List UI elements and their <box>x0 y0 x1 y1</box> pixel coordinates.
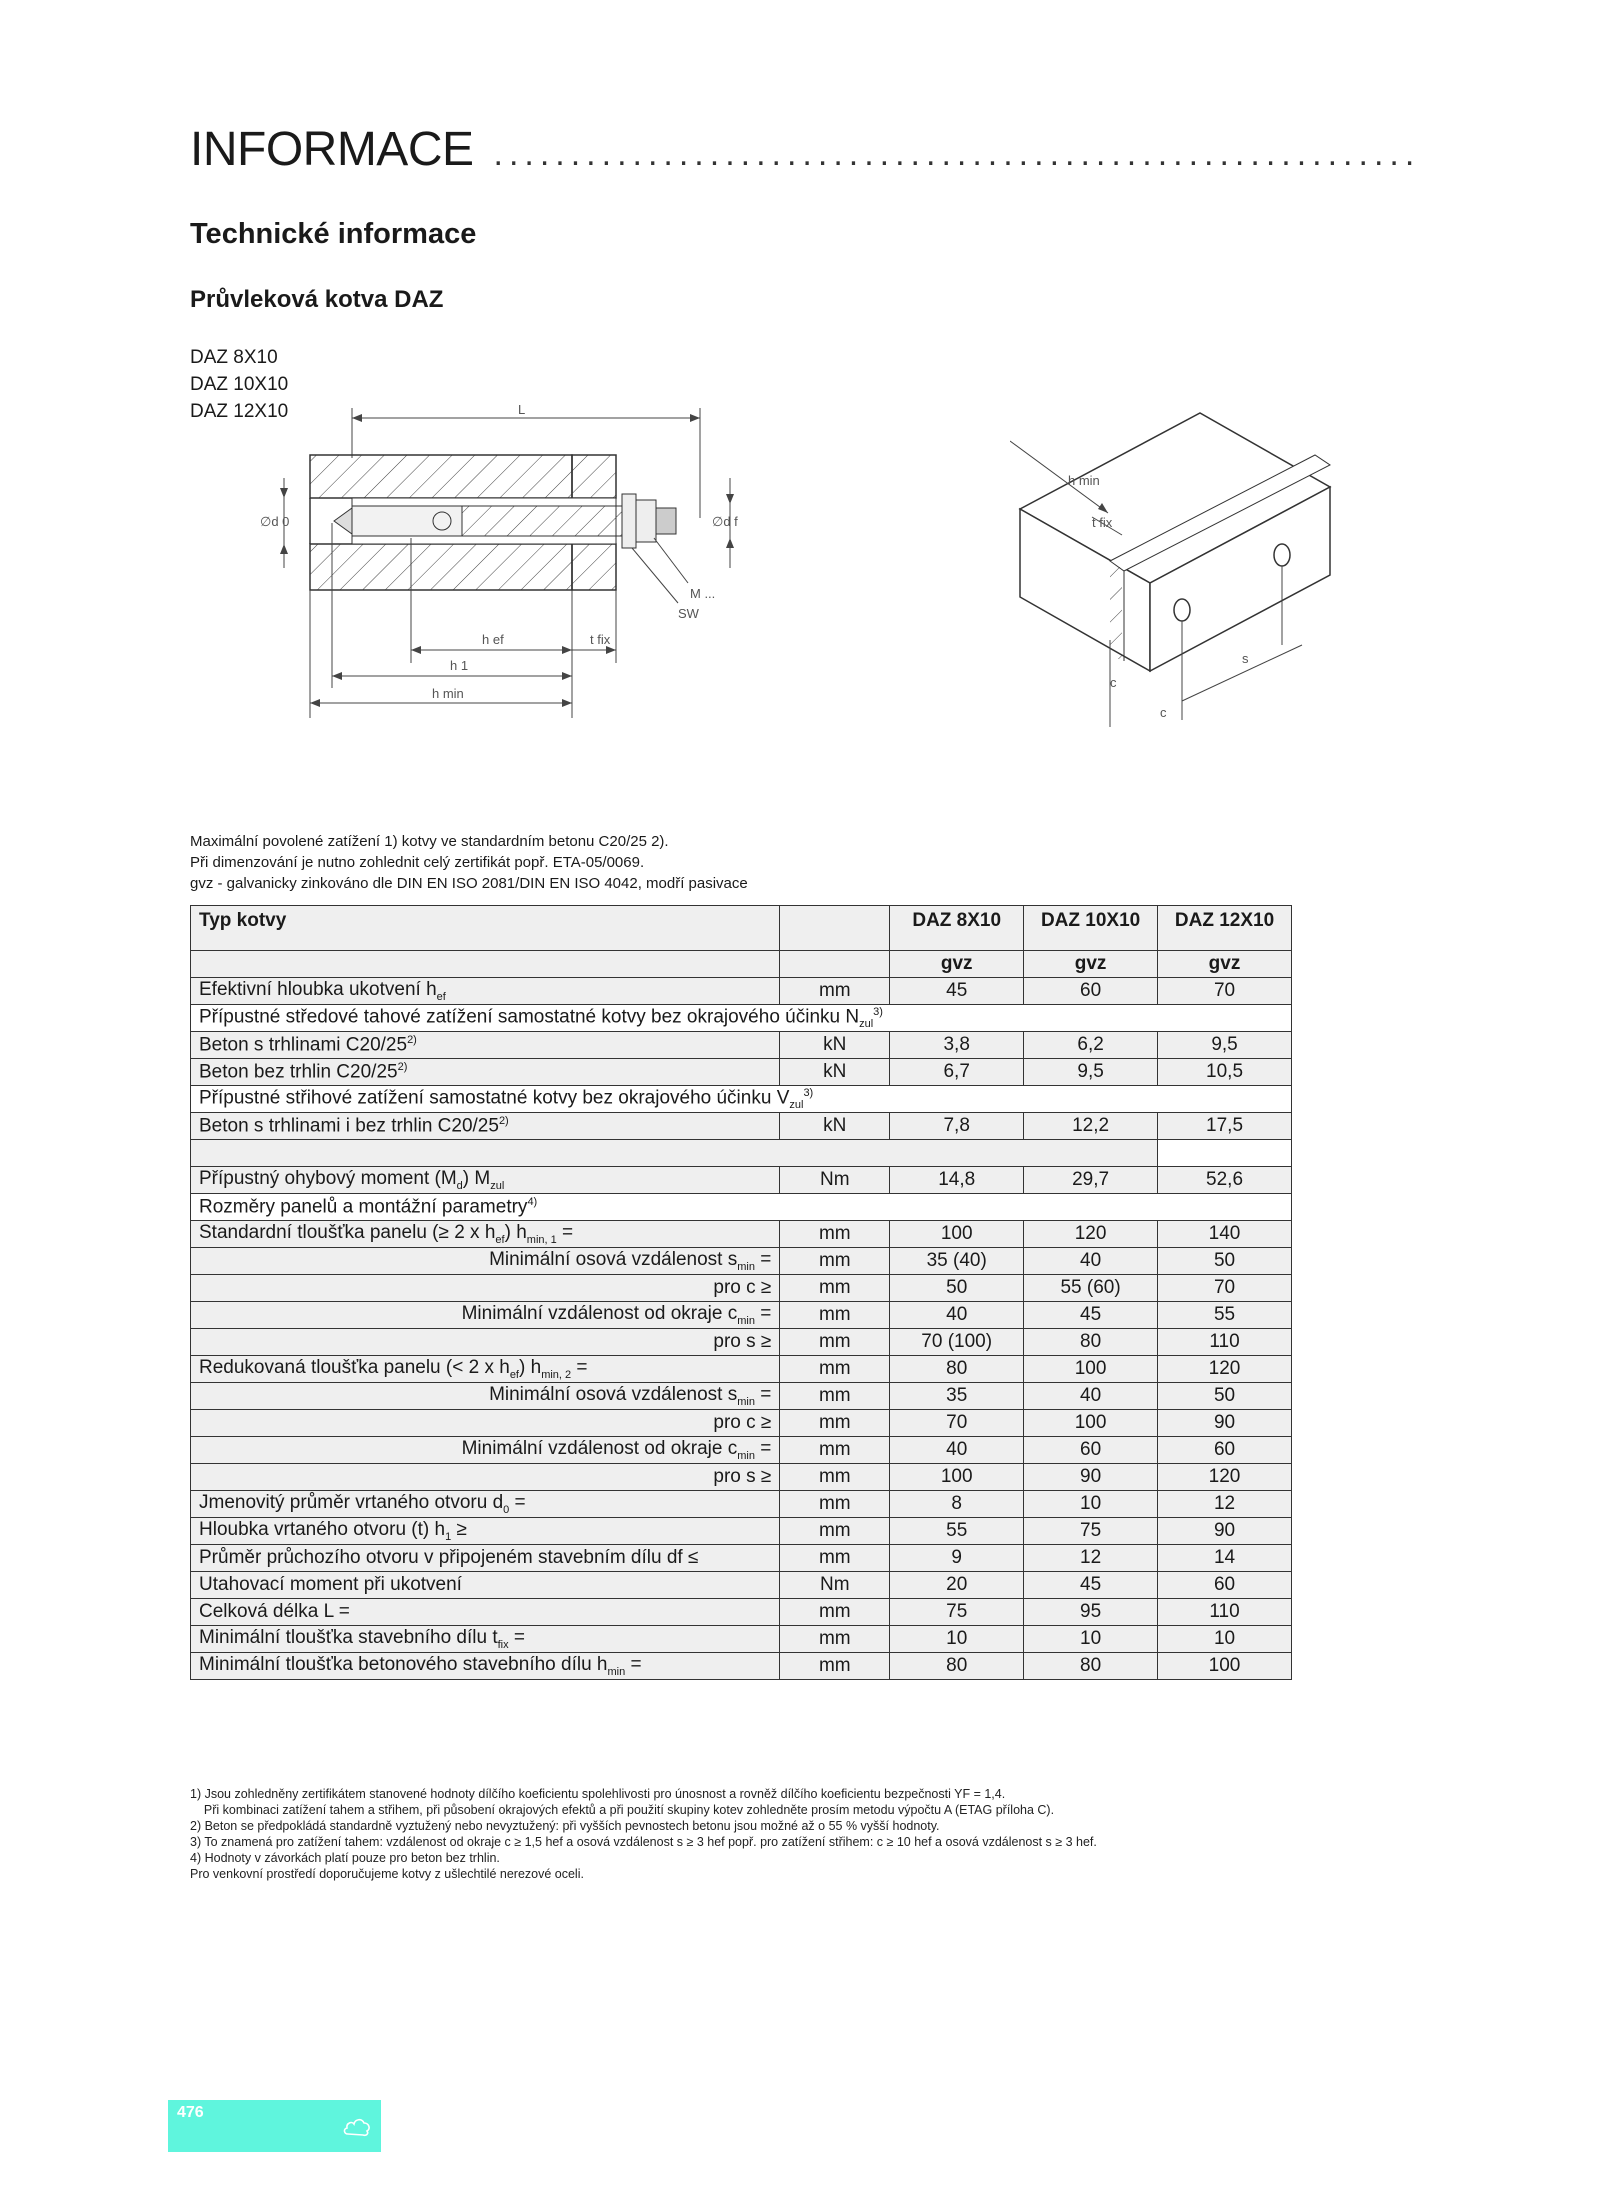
value-cell: 12,2 <box>1024 1113 1158 1140</box>
value-cell: 7,8 <box>890 1113 1024 1140</box>
label-df: ∅d f <box>712 514 738 529</box>
unit-cell: mm <box>780 1599 890 1626</box>
value-cell: 40 <box>1024 1248 1158 1275</box>
section-subtitle: Technické informace <box>190 218 477 250</box>
footnote-line: 2) Beton se předpokládá standardně vyztužený nebo nevyztužený: při vyšších pevnostech betonu jsou možné až o 55 % vyšší hodnoty. <box>190 1819 940 1833</box>
value-cell: 60 <box>1158 1437 1292 1464</box>
product-title: Průvleková kotva DAZ <box>190 286 444 313</box>
value-cell: 45 <box>1024 1572 1158 1599</box>
value-cell: 40 <box>890 1437 1024 1464</box>
value-cell: 52,6 <box>1158 1167 1292 1194</box>
row-label: Minimální vzdálenost od okraje $c_{min}$ = <box>191 1302 780 1329</box>
section-row <box>191 1194 1292 1221</box>
value-cell: 120 <box>1158 1464 1292 1491</box>
unit-cell: mm <box>780 1491 890 1518</box>
row-label: Minimální osová vzdálenost $s_{min}$ = <box>191 1383 780 1410</box>
unit-cell: mm <box>780 978 890 1005</box>
table-row <box>191 1167 1292 1194</box>
value-cell: 14 <box>1158 1545 1292 1572</box>
value-cell: 8 <box>890 1491 1024 1518</box>
table-row <box>191 1032 1292 1059</box>
finish-label: gvz <box>890 951 1024 978</box>
table-row <box>191 1329 1292 1356</box>
table-finish-row <box>191 951 1292 978</box>
value-cell: 90 <box>1024 1464 1158 1491</box>
spacer-row <box>191 1140 1292 1167</box>
value-cell: 110 <box>1158 1599 1292 1626</box>
table-row <box>191 978 1292 1005</box>
model-item: DAZ 10X10 <box>190 374 289 395</box>
value-cell: 17,5 <box>1158 1113 1292 1140</box>
value-cell: 14,8 <box>890 1167 1024 1194</box>
value-cell: 6,7 <box>890 1059 1024 1086</box>
value-cell: 10 <box>1158 1626 1292 1653</box>
table-row <box>191 1059 1292 1086</box>
page-number: 476 <box>177 2104 204 2121</box>
value-cell: 9,5 <box>1024 1059 1158 1086</box>
value-cell: 12 <box>1024 1545 1158 1572</box>
column-header: DAZ 10X10 <box>1024 906 1158 951</box>
table-row <box>191 1275 1292 1302</box>
unit-cell: kN <box>780 1113 890 1140</box>
table-row <box>191 1653 1292 1680</box>
unit-cell: kN <box>780 1059 890 1086</box>
value-cell: 70 (100) <box>890 1329 1024 1356</box>
row-label: pro s ≥ <box>191 1464 780 1491</box>
row-label: Beton bez trhlin C20/25$^{2)}$ <box>191 1059 780 1086</box>
value-cell: 140 <box>1158 1221 1292 1248</box>
value-cell: 100 <box>1024 1356 1158 1383</box>
value-cell: 110 <box>1158 1329 1292 1356</box>
value-cell: 60 <box>1024 1437 1158 1464</box>
value-cell: 10 <box>1024 1626 1158 1653</box>
value-cell: 29,7 <box>1024 1167 1158 1194</box>
footnote-line: 4) Hodnoty v závorkách platí pouze pro beton bez trhlin. <box>190 1851 500 1865</box>
spec-table <box>190 905 1292 1680</box>
value-cell: 90 <box>1158 1518 1292 1545</box>
table-row <box>191 1383 1292 1410</box>
value-cell: 40 <box>890 1302 1024 1329</box>
value-cell: 9,5 <box>1158 1032 1292 1059</box>
row-label: Beton s trhlinami C20/25$^{2)}$ <box>191 1032 780 1059</box>
header-dots: ............................................................ <box>493 135 1421 173</box>
unit-cell: mm <box>780 1356 890 1383</box>
row-label: Minimální osová vzdálenost $s_{min}$ = <box>191 1248 780 1275</box>
model-item: DAZ 8X10 <box>190 347 278 368</box>
row-label: Přípustný ohybový moment $(M_d)$ $M_{zul}$ <box>191 1167 780 1194</box>
value-cell: 3,8 <box>890 1032 1024 1059</box>
row-label: Efektivní hloubka ukotvení $h_{ef}$ <box>191 978 780 1005</box>
row-label: pro c ≥ <box>191 1275 780 1302</box>
unit-cell: mm <box>780 1545 890 1572</box>
finish-label: gvz <box>1158 951 1292 978</box>
label-c-vertical: c <box>1110 675 1117 690</box>
unit-cell: mm <box>780 1383 890 1410</box>
value-cell: 70 <box>1158 1275 1292 1302</box>
value-cell: 95 <box>1024 1599 1158 1626</box>
unit-cell: Nm <box>780 1572 890 1599</box>
row-label: Minimální vzdálenost od okraje $c_{min}$ = <box>191 1437 780 1464</box>
value-cell: 70 <box>1158 978 1292 1005</box>
label-s: s <box>1242 651 1249 666</box>
value-cell: 55 <box>890 1518 1024 1545</box>
row-label: Minimální tloušťka betonového stavebního dílu $h_{min}$ = <box>191 1653 780 1680</box>
load-notes <box>190 831 748 894</box>
value-cell: 35 <box>890 1383 1024 1410</box>
finish-label: gvz <box>1024 951 1158 978</box>
value-cell: 80 <box>1024 1329 1158 1356</box>
unit-cell: mm <box>780 1248 890 1275</box>
value-cell: 100 <box>1024 1410 1158 1437</box>
label-tfix-right: t fix <box>1092 515 1113 530</box>
unit-cell: mm <box>780 1221 890 1248</box>
unit-cell: Nm <box>780 1167 890 1194</box>
label-tfix: t fix <box>590 632 611 647</box>
value-cell: 75 <box>890 1599 1024 1626</box>
unit-cell: mm <box>780 1437 890 1464</box>
value-cell: 12 <box>1158 1491 1292 1518</box>
footnote-line: 1) Jsou zohledněny zertifikátem stanovené hodnoty dílčího koeficientu spolehlivosti pro únosnost a rovněž dílčího koeficientu bezpečnosti YF = 1,4. <box>190 1787 1006 1801</box>
table-row <box>191 1248 1292 1275</box>
section-label: Přípustné střihové zatížení samostatné kotvy bez okrajového účinku $V_{zul}^{3)}$ <box>191 1086 1292 1113</box>
table-row <box>191 1221 1292 1248</box>
value-cell: 80 <box>1024 1653 1158 1680</box>
value-cell: 55 <box>1158 1302 1292 1329</box>
table-row <box>191 1302 1292 1329</box>
footnotes <box>190 1786 1097 1882</box>
label-hmin-right: h min <box>1068 473 1100 488</box>
value-cell: 80 <box>890 1653 1024 1680</box>
unit-cell: mm <box>780 1302 890 1329</box>
unit-cell: mm <box>780 1329 890 1356</box>
value-cell: 60 <box>1158 1572 1292 1599</box>
table-row <box>191 1599 1292 1626</box>
section-label: Rozměry panelů a montážní parametry$^{4)}$ <box>191 1194 1292 1221</box>
anchor-section-drawing <box>260 398 780 728</box>
table-row <box>191 1437 1292 1464</box>
row-label: Průměr průchozího otvoru v připojeném stavebním dílu df ≤ <box>191 1545 780 1572</box>
table-row <box>191 1545 1292 1572</box>
note-line: Při dimenzování je nutno zohlednit celý zertifikát popř. ETA-05/0069. <box>190 854 645 871</box>
note-line: Maximální povolené zatížení 1) kotvy ve standardním betonu C20/25 2). <box>190 833 669 850</box>
table-row <box>191 1356 1292 1383</box>
column-header: DAZ 12X10 <box>1158 906 1292 951</box>
note-line: gvz - galvanicky zinkováno dle DIN EN ISO 2081/DIN EN ISO 4042, modří pasivace <box>190 875 748 892</box>
value-cell: 10 <box>1024 1491 1158 1518</box>
value-cell: 50 <box>890 1275 1024 1302</box>
unit-cell: mm <box>780 1653 890 1680</box>
value-cell: 100 <box>890 1221 1024 1248</box>
value-cell: 90 <box>1158 1410 1292 1437</box>
value-cell: 75 <box>1024 1518 1158 1545</box>
value-cell: 6,2 <box>1024 1032 1158 1059</box>
value-cell: 100 <box>1158 1653 1292 1680</box>
table-row <box>191 1572 1292 1599</box>
model-item: DAZ 12X10 <box>190 401 289 422</box>
unit-cell: kN <box>780 1032 890 1059</box>
section-label: Přípustné středové tahové zatížení samostatné kotvy bez okrajového účinku $N_{zul}^{3)}$ <box>191 1005 1292 1032</box>
value-cell: 45 <box>890 978 1024 1005</box>
footnote-line: Pro venkovní prostředí doporučujeme kotvy z ušlechtilé nerezové oceli. <box>190 1867 584 1881</box>
page-header <box>190 122 1540 182</box>
unit-cell: mm <box>780 1275 890 1302</box>
value-cell: 120 <box>1158 1356 1292 1383</box>
header-type-label: Typ kotvy <box>191 906 780 951</box>
panel-isometric-drawing <box>1010 405 1350 740</box>
label-M: M ... <box>690 586 716 601</box>
row-label: Beton s trhlinami i bez trhlin C20/25$^{2)}$ <box>191 1113 780 1140</box>
unit-cell: mm <box>780 1518 890 1545</box>
label-L: L <box>518 402 526 417</box>
header-title: INFORMACE <box>190 123 474 176</box>
row-label: Utahovací moment při ukotvení <box>191 1572 780 1599</box>
row-label: Hloubka vrtaného otvoru (t) $h_1$ ≥ <box>191 1518 780 1545</box>
footnote-line: 3) To znamená pro zatížení tahem: vzdálenost od okraje c ≥ 1,5 hef a osová vzdálenost s ≥ 3 hef popř. pro zatížení střihem: c ≥ 10 hef a osová vzdálenost s ≥ 3 hef. <box>190 1835 1097 1849</box>
value-cell: 120 <box>1024 1221 1158 1248</box>
value-cell: 35 (40) <box>890 1248 1024 1275</box>
table-row <box>191 1113 1292 1140</box>
footnote-line: Při kombinaci zatížení tahem a střihem, při působení okrajových efektů a při použití skupiny kotev zohledněte prosím metodu výpočtu A (ETAG příloha C). <box>190 1803 1055 1817</box>
table-row <box>191 1491 1292 1518</box>
value-cell: 40 <box>1024 1383 1158 1410</box>
label-hmin: h min <box>432 686 464 701</box>
value-cell: 80 <box>890 1356 1024 1383</box>
label-hef: h ef <box>482 632 504 647</box>
section-row <box>191 1086 1292 1113</box>
value-cell: 9 <box>890 1545 1024 1572</box>
value-cell: 60 <box>1024 978 1158 1005</box>
value-cell: 100 <box>890 1464 1024 1491</box>
row-label: pro c ≥ <box>191 1410 780 1437</box>
unit-cell: mm <box>780 1626 890 1653</box>
unit-cell: mm <box>780 1464 890 1491</box>
value-cell: 45 <box>1024 1302 1158 1329</box>
label-d0: ∅d 0 <box>260 514 290 529</box>
value-cell: 10 <box>890 1626 1024 1653</box>
value-cell: 10,5 <box>1158 1059 1292 1086</box>
table-row <box>191 1410 1292 1437</box>
table-row <box>191 1464 1292 1491</box>
section-row <box>191 1005 1292 1032</box>
value-cell: 55 (60) <box>1024 1275 1158 1302</box>
row-label: Standardní tloušťka panelu (≥ 2 x $h_{ef}$) $h_{min, 1}$ = <box>191 1221 780 1248</box>
value-cell: 50 <box>1158 1248 1292 1275</box>
column-header: DAZ 8X10 <box>890 906 1024 951</box>
value-cell: 70 <box>890 1410 1024 1437</box>
row-label: Minimální tloušťka stavebního dílu $t_{fix}$ = <box>191 1626 780 1653</box>
unit-cell: mm <box>780 1410 890 1437</box>
cloud-icon <box>342 2114 372 2140</box>
table-row <box>191 1518 1292 1545</box>
label-c-horizontal: c <box>1160 705 1167 720</box>
row-label: Jmenovitý průměr vrtaného otvoru $d_0$ = <box>191 1491 780 1518</box>
table-header-row <box>191 906 1292 951</box>
row-label: pro s ≥ <box>191 1329 780 1356</box>
value-cell: 20 <box>890 1572 1024 1599</box>
label-h1: h 1 <box>450 658 469 673</box>
row-label: Celková délka L = <box>191 1599 780 1626</box>
table-row <box>191 1626 1292 1653</box>
page-number-badge <box>168 2100 381 2152</box>
row-label: Redukovaná tloušťka panelu (< 2 x $h_{ef}$) $h_{min, 2}$ = <box>191 1356 780 1383</box>
label-SW: SW <box>678 606 699 621</box>
value-cell: 50 <box>1158 1383 1292 1410</box>
